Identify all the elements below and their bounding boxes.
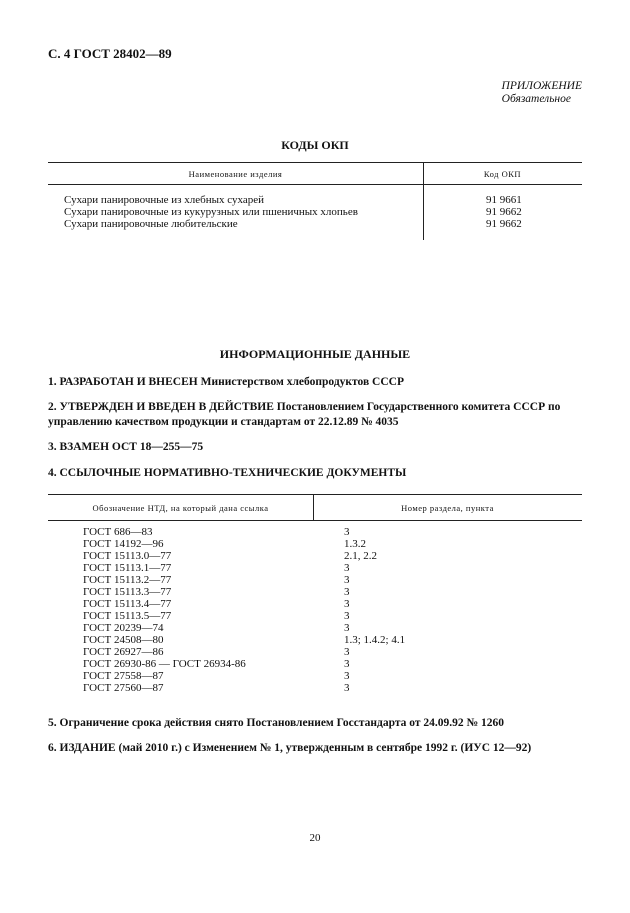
refs-row-item: 3 <box>344 562 350 574</box>
refs-row-item: 3 <box>344 682 350 694</box>
refs-row-item: 3 <box>344 646 350 658</box>
info-item-4: 4. ССЫЛОЧНЫЕ НОРМАТИВНО-ТЕХНИЧЕСКИЕ ДОКУМЕНТЫ <box>48 467 407 479</box>
okp-row-code: 91 9661 <box>486 194 522 206</box>
info-item-1-lead: 1. РАЗРАБОТАН И ВНЕСЕН <box>48 376 198 388</box>
okp-row-name: Сухари панировочные из кукурузных или пшеничных хлопьев <box>64 206 358 218</box>
okp-row-name: Сухари панировочные любительские <box>64 218 238 230</box>
refs-row-item: 3 <box>344 622 350 634</box>
refs-col-doc: Обозначение НТД, на который дана ссылка <box>92 503 269 513</box>
refs-row-doc: ГОСТ 14192—96 <box>83 538 164 550</box>
refs-row-item: 3 <box>344 598 350 610</box>
info-item-1 <box>48 375 582 390</box>
okp-title: КОДЫ ОКП <box>281 138 349 152</box>
okp-col-code: Код ОКП <box>483 169 522 179</box>
refs-table-top-rule <box>48 494 582 495</box>
refs-row-item: 3 <box>344 574 350 586</box>
refs-col-item: Номер раздела, пункта <box>401 503 494 513</box>
refs-table-header-rule <box>48 520 582 521</box>
info-item-5: 5. Ограничение срока действия снято Постановлением Госстандарта от 24.09.92 № 1260 <box>48 717 504 729</box>
appendix-status: Обязательное <box>501 93 571 105</box>
refs-row-doc: ГОСТ 15113.2—77 <box>83 574 172 586</box>
refs-row-doc: ГОСТ 15113.0—77 <box>83 550 172 562</box>
refs-row-item: 1.3; 1.4.2; 4.1 <box>344 634 406 646</box>
refs-row-doc: ГОСТ 15113.4—77 <box>83 598 172 610</box>
appendix-label: ПРИЛОЖЕНИЕ <box>501 80 582 92</box>
refs-row-doc: ГОСТ 20239—74 <box>83 622 164 634</box>
info-title: ИНФОРМАЦИОННЫЕ ДАННЫЕ <box>219 347 411 361</box>
okp-row-code: 91 9662 <box>486 218 522 230</box>
okp-table-header-rule <box>48 184 582 185</box>
okp-col-name: Наименование изделия <box>188 169 283 179</box>
okp-row-name: Сухари панировочные из хлебных сухарей <box>64 194 264 206</box>
refs-row-doc: ГОСТ 27558—87 <box>83 670 164 682</box>
refs-row-item: 3 <box>344 670 350 682</box>
refs-row-doc: ГОСТ 15113.1—77 <box>83 562 172 574</box>
refs-row-doc: ГОСТ 26927—86 <box>83 646 164 658</box>
refs-row-item: 2.1, 2.2 <box>344 550 377 562</box>
info-item-2-text: Постановлением Государственного комитета СССР по управлению качеством продукции и стандартам от 22.12.89 № 4035 <box>48 401 561 428</box>
okp-row-code: 91 9662 <box>486 206 522 218</box>
info-item-1-text: Министерством хлебопродуктов СССР <box>200 376 404 388</box>
page-header: С. 4 ГОСТ 28402—89 <box>48 46 172 61</box>
refs-row-doc: ГОСТ 26930-86 — ГОСТ 26934-86 <box>83 658 246 670</box>
refs-row-doc: ГОСТ 15113.5—77 <box>83 610 172 622</box>
info-item-2 <box>48 400 582 430</box>
refs-row-item: 1.3.2 <box>344 538 366 550</box>
refs-row-item: 3 <box>344 658 350 670</box>
page-number: 20 <box>309 832 321 844</box>
okp-table-top-rule <box>48 162 582 163</box>
refs-row-doc: ГОСТ 686—83 <box>83 526 153 538</box>
refs-row-doc: ГОСТ 27560—87 <box>83 682 164 694</box>
info-item-2-lead: 2. УТВЕРЖДЕН И ВВЕДЕН В ДЕЙСТВИЕ <box>48 401 274 413</box>
refs-row-item: 3 <box>344 586 350 598</box>
refs-row-item: 3 <box>344 610 350 622</box>
info-item-6: 6. ИЗДАНИЕ (май 2010 г.) с Изменением № 1, утвержденным в сентябре 1992 г. (ИУС 12—92) <box>48 742 532 754</box>
refs-row-doc: ГОСТ 24508—80 <box>83 634 164 646</box>
refs-row-item: 3 <box>344 526 350 538</box>
refs-row-doc: ГОСТ 15113.3—77 <box>83 586 172 598</box>
info-item-3: 3. ВЗАМЕН ОСТ 18—255—75 <box>48 441 204 453</box>
